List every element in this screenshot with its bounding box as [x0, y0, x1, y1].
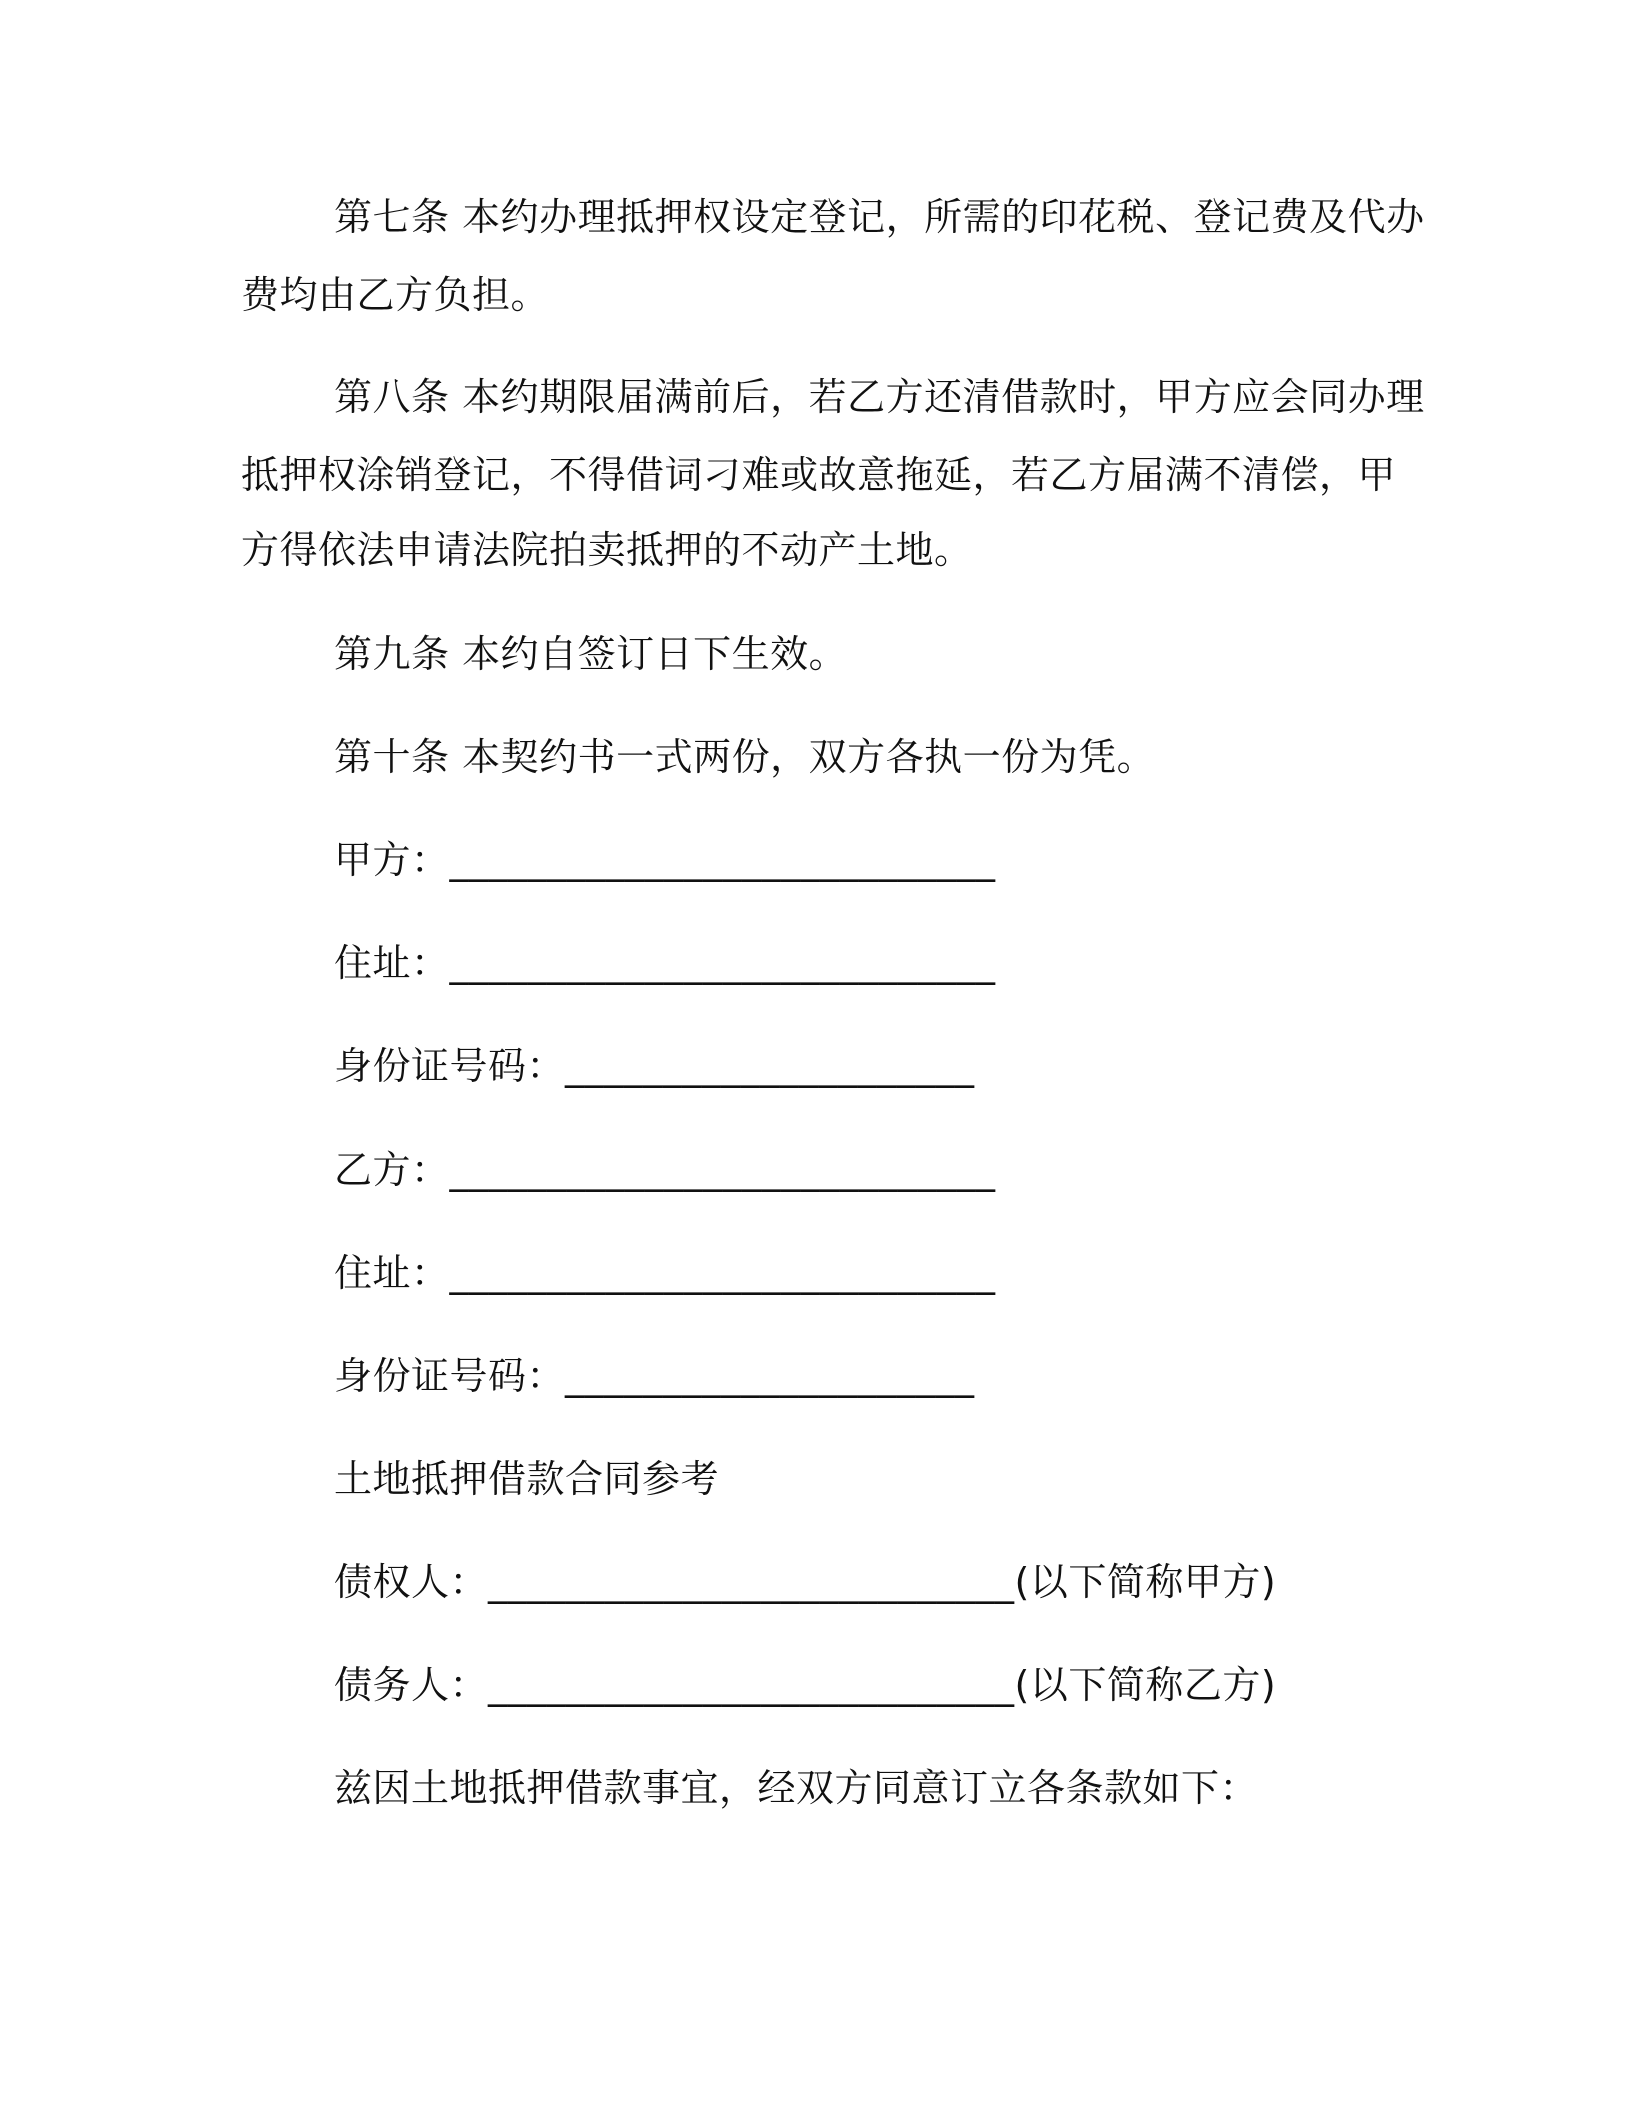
article-8-line-1: 第八条 本约期限届满前后，若乙方还清借款时，甲方应会同办理 [334, 375, 1425, 419]
article-7-line-2: 费均由乙方负担。 [241, 273, 550, 317]
reference-title: 土地抵押借款合同参考 [334, 1457, 720, 1501]
preamble: 兹因土地抵押借款事宜，经双方同意订立各条款如下： [334, 1766, 1259, 1810]
article-8-line-2: 抵押权涂销登记，不得借词刁难或故意拖延，若乙方届满不清偿，甲 [241, 453, 1397, 497]
article-8-line-3: 方得依法申请法院拍卖抵押的不动产土地。 [241, 528, 973, 572]
party-b-name-field: 乙方：____________________________ [334, 1148, 996, 1192]
party-b-address-field: 住址：____________________________ [334, 1251, 996, 1295]
party-a-name-field: 甲方：____________________________ [334, 838, 996, 882]
party-a-address-field: 住址：____________________________ [334, 941, 996, 985]
party-a-id-field: 身份证号码：_____________________ [334, 1044, 975, 1088]
article-7-line-1: 第七条 本约办理抵押权设定登记，所需的印花税、登记费及代办 [334, 195, 1425, 239]
creditor-field: 债权人：___________________________(以下简称甲方) [334, 1560, 1277, 1604]
article-10: 第十条 本契约书一式两份，双方各执一份为凭。 [334, 735, 1156, 779]
debtor-field: 债务人：___________________________(以下简称乙方) [334, 1663, 1277, 1707]
article-9: 第九条 本约自签订日下生效。 [334, 632, 848, 676]
party-b-id-field: 身份证号码：_____________________ [334, 1354, 975, 1398]
